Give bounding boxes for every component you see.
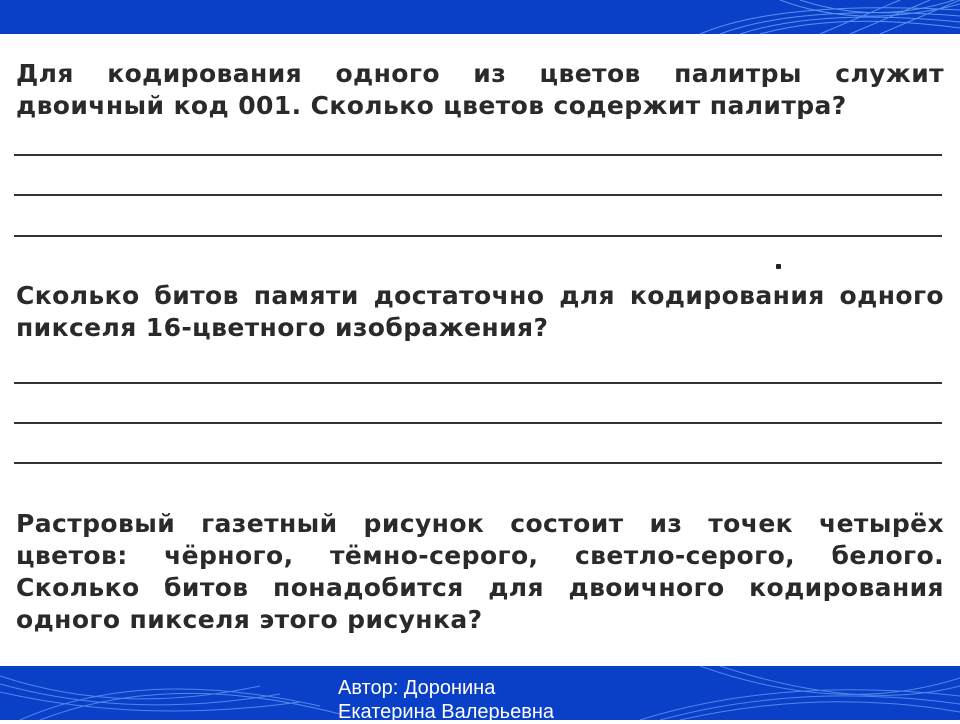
author-credit <box>338 676 638 724</box>
answer-line <box>14 422 942 424</box>
answer-line <box>14 194 942 196</box>
header-band <box>0 0 960 34</box>
answer-line <box>14 154 942 156</box>
answer-line <box>14 462 942 464</box>
question-2-text: Сколько битов памяти достаточно для кодирования одного пикселя 16-цветного изображения? <box>16 281 944 342</box>
worksheet-page <box>0 34 960 666</box>
answer-line <box>14 382 942 384</box>
author-line-1: Автор: Доронина <box>338 677 496 699</box>
question-1-text: Для кодирования одного из цветов палитры служит двоичный код 001. Сколько цветов содержит палитра? <box>16 59 944 120</box>
answer-line <box>14 235 942 237</box>
author-line-2: Екатерина Валерьевна <box>338 701 555 723</box>
question-3-text: Растровый газетный рисунок состоит из точек четырёх цветов: чёрного, тёмно-серого, светло-серого, белого. Сколько битов понадобится для двоичного кодирования одного пикселя этого рисунка? <box>16 509 944 634</box>
print-speck <box>776 264 781 269</box>
wave-pattern-decoration <box>0 0 960 34</box>
